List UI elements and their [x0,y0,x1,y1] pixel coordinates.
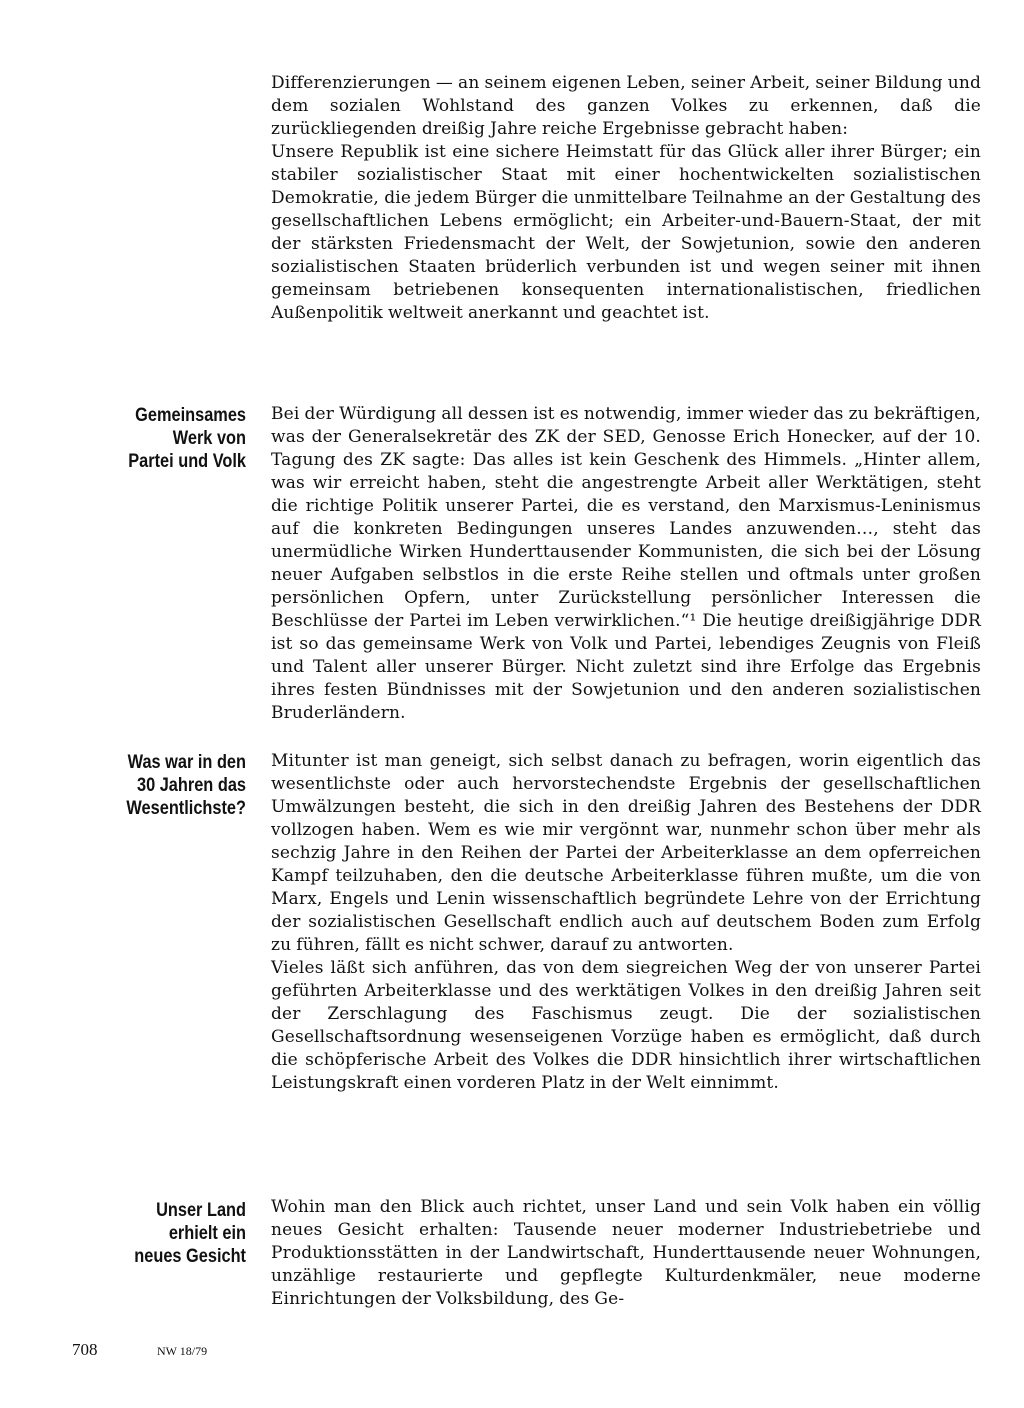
side-heading-line: Unser Land [156,1200,246,1221]
side-heading-neues-gesicht [86,1199,246,1268]
issue-reference: NW 18/79 [157,1344,208,1358]
intro-paragraph-2: Unsere Republik ist eine sichere Heimstatt für das Glück aller ihrer Bürger; ein stabiler sozialistischer Staat mit einer hochentwickelten sozialistischen Demokratie, die jedem Bürger die unmittelbare Teilnahme an der Gestaltung des gesellschaftlichen Lebens ermöglicht; ein Arbeiter-und-Bauern-Staat, der mit der stärksten Friedensmacht der Welt, der Sowjetunion, sowie den anderen sozialistischen Staaten brüderlich verbunden ist und wegen seiner mit ihnen gemeinsam betriebenen konsequenten internationalistischen, friedlichen Außenpolitik weltweit anerkannt und geachtet ist. [271,142,981,323]
section-paragraph: Wohin man den Blick auch richtet, unser Land und sein Volk haben ein völlig neues Gesicht erhalten: Tausende neuer moderner Industriebetriebe und Produktionsstätten in der Landwirtschaft, Hunderttausende neuer Wohnungen, unzählige restaurierte und gepflegte Kulturdenkmäler, neue moderne Einrichtungen der Volksbildung, des Ge- [271,1197,981,1309]
side-heading-line: Wesentlichste? [126,798,246,819]
section-paragraph: Bei der Würdigung all dessen ist es notwendig, immer wieder das zu bekräftigen, was der Generalsekretär des ZK der SED, Genosse Erich Honecker, auf der 10. Tagung des ZK sagte: Das alles ist kein Geschenk des Himmels. „Hinter allem, was wir erreicht haben, steht die angestrengte Arbeit aller Werktätigen, steht die richtige Politik unserer Partei, die es verstand, den Marxismus-Leninismus auf die konkreten Bedingungen unseres Landes anzuwenden…, steht das unermüdliche Wirken Hunderttausender Kommunisten, die sich bei der Lösung neuer Aufgaben selbstlos in die erste Reihe stellen und oftmals unter großen persönlichen Opfern, unter Zurückstellung persönlicher Interessen die Beschlüsse der Partei im Leben verwirklichen.“¹ Die heutige dreißigjährige DDR ist so das gemeinsame Werk von Volk und Partei, lebendiges Zeugnis von Fleiß und Talent aller unserer Bürger. Nicht zuletzt sind ihre Erfolge das Ergebnis ihres festen Bündnisses mit der Sowjetunion und den anderen sozialistischen Bruderländern. [271,404,981,723]
section-paragraph: Vieles läßt sich anführen, das von dem siegreichen Weg der von unserer Partei geführten Arbeiterklasse und des werktätigen Volkes in den dreißig Jahren seit der Zerschlagung des Faschismus zeugt. Die der sozialistischen Gesellschaftsordnung wesenseigenen Vorzüge haben es ermöglicht, daß durch die schöpferische Arbeit des Volkes die DDR hinsichtlich ihrer wirtschaftlichen Leistungskraft einen vorderen Platz in der Welt einnimmt. [271,958,981,1093]
side-heading-line: Partei und Volk [128,451,246,472]
intro-paragraph-1: Differenzierungen — an seinem eigenen Leben, seiner Arbeit, seiner Bildung und dem sozialen Wohlstand des ganzen Volkes zu erkennen, daß die zurückliegenden dreißig Jahre reiche Ergebnisse gebracht haben: [271,73,981,139]
side-heading-line: Werk von [172,428,246,449]
side-heading-line: neues Gesicht [134,1246,246,1267]
section-text-gemeinsames-werk [271,403,981,725]
section-paragraph: Mitunter ist man geneigt, sich selbst danach zu befragen, worin eigentlich das wesentlichste oder auch hervorstechendste Ergebnis der gesellschaftlichen Umwälzungen besteht, die sich in den dreißig Jahren des Bestehens der DDR vollzogen haben. Wem es wie mir vergönnt war, nunmehr schon über mehr als sechzig Jahre in den Reihen der Partei der Arbeiterklasse an dem opferreichen Kampf teilzuhaben, den die deutsche Arbeiterklasse führen mußte, um die von Marx, Engels und Lenin wissenschaftlich begründete Lehre von der Errichtung der sozialistischen Gesellschaft endlich auch auf deutschem Boden zum Erfolg zu führen, fällt es nicht schwer, darauf zu antworten. [271,751,981,955]
section-text-neues-gesicht [271,1196,981,1311]
side-heading-line: 30 Jahren das [136,775,246,796]
intro-text [271,72,981,325]
side-heading-line: erhielt ein [168,1223,246,1244]
side-heading-wesentlichste [86,751,246,820]
side-heading-line: Gemeinsames [135,405,246,426]
side-heading-gemeinsames-werk [86,404,246,473]
page-number: 708 [72,1340,98,1359]
section-text-wesentlichste [271,750,981,1095]
side-heading-line: Was war in den [127,752,246,773]
